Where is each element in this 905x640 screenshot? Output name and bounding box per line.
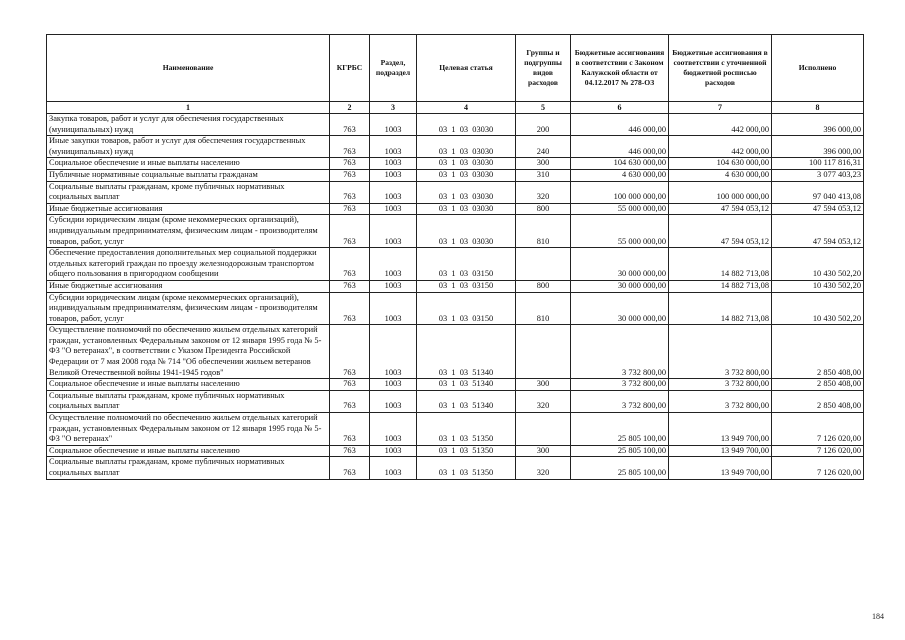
row-name-cell: Социальное обеспечение и иные выплаты населению [47,445,330,457]
kgrbs-cell: 763 [330,457,370,479]
column-number: 3 [370,102,417,114]
table-row [47,390,864,412]
expense-group-cell: 300 [516,379,571,391]
column-number: 2 [330,102,370,114]
budget-law-cell: 446 000,00 [571,136,669,158]
row-name-cell: Социальные выплаты гражданам, кроме публичных нормативных социальных выплат [47,390,330,412]
column-header: Бюджетные ассигнования в соответствии с уточненной бюджетной росписью расходов [669,35,772,102]
executed-cell: 2 850 408,00 [772,390,864,412]
budget-refined-cell: 13 949 700,00 [669,445,772,457]
expense-group-cell: 320 [516,457,571,479]
column-number: 4 [417,102,516,114]
section-cell: 1003 [370,280,417,292]
target-article-cell: 03 1 03 03030 [417,169,516,181]
row-name-cell: Обеспечение предоставления дополнительных мер социальной поддержки отдельных категорий граждан по проезду железнодорожным транспортом общего пользования в пригородном сообщении [47,248,330,281]
section-cell: 1003 [370,169,417,181]
kgrbs-cell: 763 [330,169,370,181]
section-cell: 1003 [370,215,417,248]
row-name-cell: Закупка товаров, работ и услуг для обеспечения государственных (муниципальных) нужд [47,114,330,136]
expense-group-cell: 310 [516,169,571,181]
target-article-cell: 03 1 03 51340 [417,325,516,379]
column-header: Группы и подгруппы видов расходов [516,35,571,102]
expense-group-cell: 300 [516,445,571,457]
budget-law-cell: 55 000 000,00 [571,215,669,248]
target-article-cell: 03 1 03 03030 [417,203,516,215]
table-row [47,292,864,325]
target-article-cell: 03 1 03 03150 [417,292,516,325]
expense-group-cell: 320 [516,181,571,203]
column-header: Наименование [47,35,330,102]
row-name-cell: Социальное обеспечение и иные выплаты населению [47,158,330,170]
target-article-cell: 03 1 03 03030 [417,136,516,158]
executed-cell: 47 594 053,12 [772,215,864,248]
budget-law-cell: 30 000 000,00 [571,292,669,325]
section-cell: 1003 [370,114,417,136]
expense-group-cell [516,325,571,379]
budget-refined-cell: 3 732 800,00 [669,390,772,412]
executed-cell: 7 126 020,00 [772,445,864,457]
budget-refined-cell: 14 882 713,08 [669,248,772,281]
budget-law-cell: 3 732 800,00 [571,325,669,379]
target-article-cell: 03 1 03 51350 [417,445,516,457]
budget-refined-cell: 4 630 000,00 [669,169,772,181]
budget-law-cell: 3 732 800,00 [571,379,669,391]
header-row [47,35,864,102]
target-article-cell: 03 1 03 51340 [417,390,516,412]
column-number: 8 [772,102,864,114]
expense-group-cell: 240 [516,136,571,158]
row-name-cell: Осуществление полномочий по обеспечению жильем отдельных категорий граждан, установленных Федеральным законом от 12 января 1995 года № 5-ФЗ "О ветеранах", в соответствии с Указом Президента Российской Федерации от 7 мая 2008 года № 714 "Об обеспечении жильем ветеранов Великой Отечественной войны 1941-1945 годов" [47,325,330,379]
budget-law-cell: 4 630 000,00 [571,169,669,181]
executed-cell: 47 594 053,12 [772,203,864,215]
expense-group-cell [516,248,571,281]
expense-group-cell: 300 [516,158,571,170]
table-row [47,445,864,457]
table-row [47,280,864,292]
column-header: Исполнено [772,35,864,102]
table-row [47,203,864,215]
table-row [47,379,864,391]
budget-table [46,34,864,480]
executed-cell: 100 117 816,31 [772,158,864,170]
executed-cell: 10 430 502,20 [772,280,864,292]
column-number: 7 [669,102,772,114]
row-name-cell: Субсидии юридическим лицам (кроме некоммерческих организаций), индивидуальным предпринимателям, физическим лицам - производителям товаров, работ, услуг [47,292,330,325]
target-article-cell: 03 1 03 51350 [417,413,516,446]
section-cell: 1003 [370,203,417,215]
section-cell: 1003 [370,413,417,446]
kgrbs-cell: 763 [330,181,370,203]
section-cell: 1003 [370,457,417,479]
kgrbs-cell: 763 [330,413,370,446]
budget-law-cell: 25 805 100,00 [571,413,669,446]
budget-refined-cell: 100 000 000,00 [669,181,772,203]
row-name-cell: Иные бюджетные ассигнования [47,203,330,215]
budget-refined-cell: 3 732 800,00 [669,379,772,391]
budget-refined-cell: 442 000,00 [669,136,772,158]
budget-refined-cell: 104 630 000,00 [669,158,772,170]
expense-group-cell: 200 [516,114,571,136]
column-number: 1 [47,102,330,114]
target-article-cell: 03 1 03 03030 [417,181,516,203]
section-cell: 1003 [370,325,417,379]
executed-cell: 2 850 408,00 [772,325,864,379]
row-name-cell: Иные закупки товаров, работ и услуг для обеспечения государственных (муниципальных) нужд [47,136,330,158]
expense-group-cell: 810 [516,292,571,325]
budget-law-cell: 100 000 000,00 [571,181,669,203]
kgrbs-cell: 763 [330,114,370,136]
column-number: 5 [516,102,571,114]
table-row [47,248,864,281]
column-header: Раздел, подраздел [370,35,417,102]
table-row [47,136,864,158]
column-number: 6 [571,102,669,114]
budget-law-cell: 25 805 100,00 [571,445,669,457]
column-header: Бюджетные ассигнования в соответствии с Законом Калужской области от 04.12.2017 № 278-ОЗ [571,35,669,102]
budget-refined-cell: 14 882 713,08 [669,292,772,325]
target-article-cell: 03 1 03 03150 [417,248,516,281]
row-name-cell: Субсидии юридическим лицам (кроме некоммерческих организаций), индивидуальным предпринимателям, физическим лицам - производителям товаров, работ, услуг [47,215,330,248]
budget-law-cell: 104 630 000,00 [571,158,669,170]
table-row [47,158,864,170]
table-row [47,413,864,446]
budget-law-cell: 30 000 000,00 [571,248,669,281]
kgrbs-cell: 763 [330,136,370,158]
row-name-cell: Социальные выплаты гражданам, кроме публичных нормативных социальных выплат [47,181,330,203]
kgrbs-cell: 763 [330,445,370,457]
expense-group-cell [516,413,571,446]
kgrbs-cell: 763 [330,248,370,281]
budget-refined-cell: 14 882 713,08 [669,280,772,292]
expense-group-cell: 810 [516,215,571,248]
row-name-cell: Социальные выплаты гражданам, кроме публичных нормативных социальных выплат [47,457,330,479]
section-cell: 1003 [370,248,417,281]
executed-cell: 7 126 020,00 [772,457,864,479]
section-cell: 1003 [370,136,417,158]
section-cell: 1003 [370,445,417,457]
budget-refined-cell: 3 732 800,00 [669,325,772,379]
kgrbs-cell: 763 [330,390,370,412]
budget-refined-cell: 13 949 700,00 [669,457,772,479]
table-row [47,169,864,181]
kgrbs-cell: 763 [330,158,370,170]
column-header: Целевая статья [417,35,516,102]
table-row [47,215,864,248]
section-cell: 1003 [370,181,417,203]
expense-group-cell: 320 [516,390,571,412]
budget-law-cell: 3 732 800,00 [571,390,669,412]
budget-refined-cell: 47 594 053,12 [669,203,772,215]
row-name-cell: Публичные нормативные социальные выплаты гражданам [47,169,330,181]
column-header: КГРБС [330,35,370,102]
budget-law-cell: 446 000,00 [571,114,669,136]
section-cell: 1003 [370,390,417,412]
budget-law-cell: 30 000 000,00 [571,280,669,292]
budget-refined-cell: 13 949 700,00 [669,413,772,446]
executed-cell: 10 430 502,20 [772,292,864,325]
kgrbs-cell: 763 [330,203,370,215]
executed-cell: 396 000,00 [772,136,864,158]
kgrbs-cell: 763 [330,215,370,248]
page-number: 184 [872,612,884,621]
target-article-cell: 03 1 03 03150 [417,280,516,292]
target-article-cell: 03 1 03 51350 [417,457,516,479]
executed-cell: 2 850 408,00 [772,379,864,391]
target-article-cell: 03 1 03 51340 [417,379,516,391]
target-article-cell: 03 1 03 03030 [417,215,516,248]
budget-law-cell: 55 000 000,00 [571,203,669,215]
row-name-cell: Иные бюджетные ассигнования [47,280,330,292]
budget-refined-cell: 442 000,00 [669,114,772,136]
table-row [47,325,864,379]
budget-refined-cell: 47 594 053,12 [669,215,772,248]
executed-cell: 396 000,00 [772,114,864,136]
executed-cell: 7 126 020,00 [772,413,864,446]
executed-cell: 10 430 502,20 [772,248,864,281]
budget-table-sheet [46,34,863,480]
section-cell: 1003 [370,379,417,391]
table-row [47,457,864,479]
table-body [47,114,864,480]
kgrbs-cell: 763 [330,292,370,325]
expense-group-cell: 800 [516,203,571,215]
kgrbs-cell: 763 [330,325,370,379]
expense-group-cell: 800 [516,280,571,292]
table-row [47,114,864,136]
target-article-cell: 03 1 03 03030 [417,158,516,170]
kgrbs-cell: 763 [330,280,370,292]
row-name-cell: Осуществление полномочий по обеспечению жильем отдельных категорий граждан, установленных Федеральным законом от 12 января 1995 года № 5-ФЗ "О ветеранах" [47,413,330,446]
executed-cell: 97 040 413,08 [772,181,864,203]
table-row [47,181,864,203]
column-number-row [47,102,864,114]
section-cell: 1003 [370,292,417,325]
target-article-cell: 03 1 03 03030 [417,114,516,136]
budget-law-cell: 25 805 100,00 [571,457,669,479]
kgrbs-cell: 763 [330,379,370,391]
section-cell: 1003 [370,158,417,170]
executed-cell: 3 077 403,23 [772,169,864,181]
row-name-cell: Социальное обеспечение и иные выплаты населению [47,379,330,391]
